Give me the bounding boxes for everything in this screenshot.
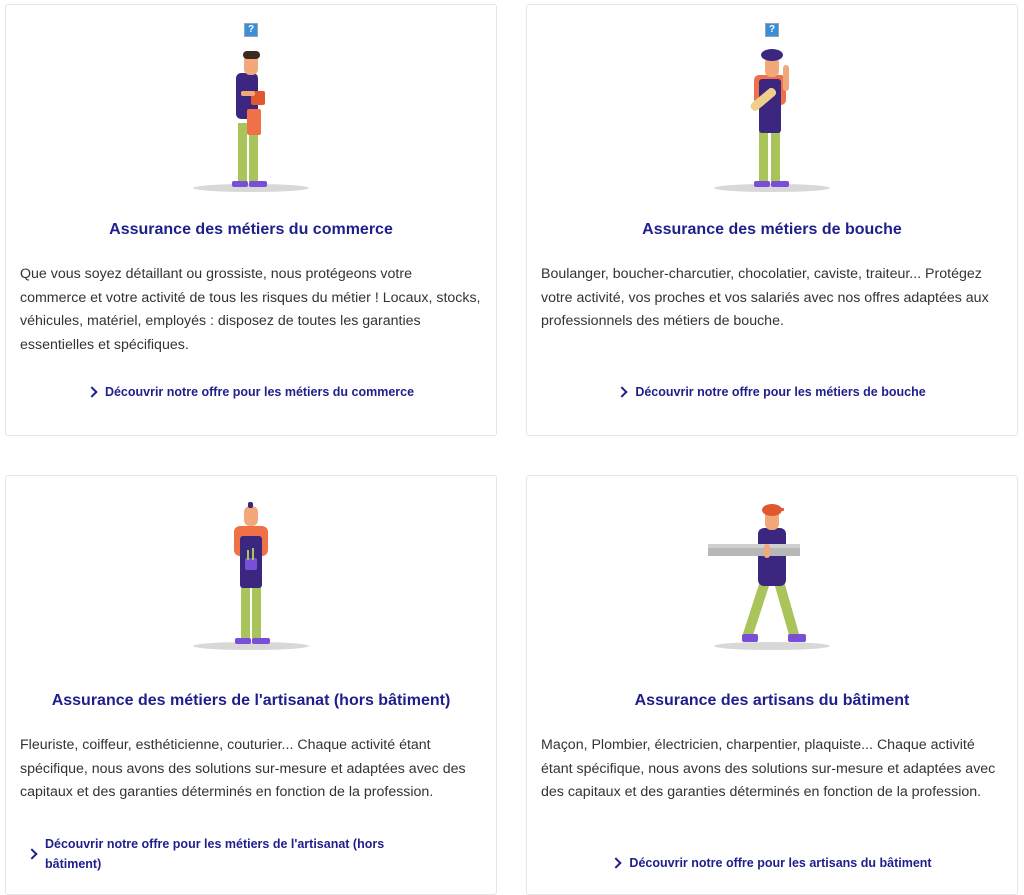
card-bouche (526, 4, 1018, 436)
chevron-right-icon (617, 386, 628, 397)
card-commerce (5, 4, 497, 436)
card-description: Boulanger, boucher-charcutier, chocolatier, caviste, traiteur... Protégez votre activité, vos proches et vos salariés avec nos offres adaptées aux professionnels des métiers de bouche. (541, 266, 989, 329)
discover-offer-link[interactable] (6, 385, 496, 399)
card-title: Assurance des artisans du bâtiment (634, 692, 910, 709)
card-batiment (526, 475, 1018, 895)
card-title: Assurance des métiers de l'artisanat (hors bâtiment) (51, 692, 451, 709)
card-description: Maçon, Plombier, électricien, charpentier, plaquiste... Chaque activité étant spécifique, nous avons des solutions sur-mesure et adaptées avec des capitaux et des garanties déterminés en fonction de la profession. (541, 737, 996, 800)
artisan-illustration (171, 486, 331, 666)
chevron-right-icon (26, 848, 37, 859)
discover-offer-link[interactable] (28, 834, 428, 874)
discover-offer-link[interactable] (527, 856, 1017, 870)
card-description: Que vous soyez détaillant ou grossiste, nous protégeons votre commerce et votre activité de tous les risques du métier ! Locaux, stocks, véhicules, matériel, employés : disposez de toutes les garanties essentielles et spécifiques. (20, 266, 481, 353)
chevron-right-icon (611, 857, 622, 868)
card-illustration (527, 476, 1017, 676)
chevron-right-icon (86, 386, 97, 397)
card-description: Fleuriste, coiffeur, esthéticienne, couturier... Chaque activité étant spécifique, nous avons des solutions sur-mesure et adaptées avec des capitaux et des garanties déterminés en fonction de la profession. (20, 737, 466, 800)
baker-illustration (692, 15, 852, 195)
discover-offer-link[interactable] (527, 385, 1017, 399)
shopkeeper-illustration (171, 15, 331, 195)
link-label: Découvrir notre offre pour les métiers du commerce (104, 385, 415, 399)
help-badge[interactable]: ? (765, 23, 779, 37)
link-label: Découvrir notre offre pour les métiers de bouche (635, 385, 926, 399)
card-title: Assurance des métiers du commerce (109, 221, 393, 238)
card-artisanat (5, 475, 497, 895)
card-illustration (6, 476, 496, 676)
link-label: Découvrir notre offre pour les artisans du bâtiment (629, 856, 932, 870)
help-badge[interactable]: ? (244, 23, 258, 37)
builder-illustration (692, 486, 852, 666)
link-label: Découvrir notre offre pour les métiers de l'artisanat (hors bâtiment) (45, 837, 385, 871)
card-title: Assurance des métiers de bouche (642, 221, 902, 238)
